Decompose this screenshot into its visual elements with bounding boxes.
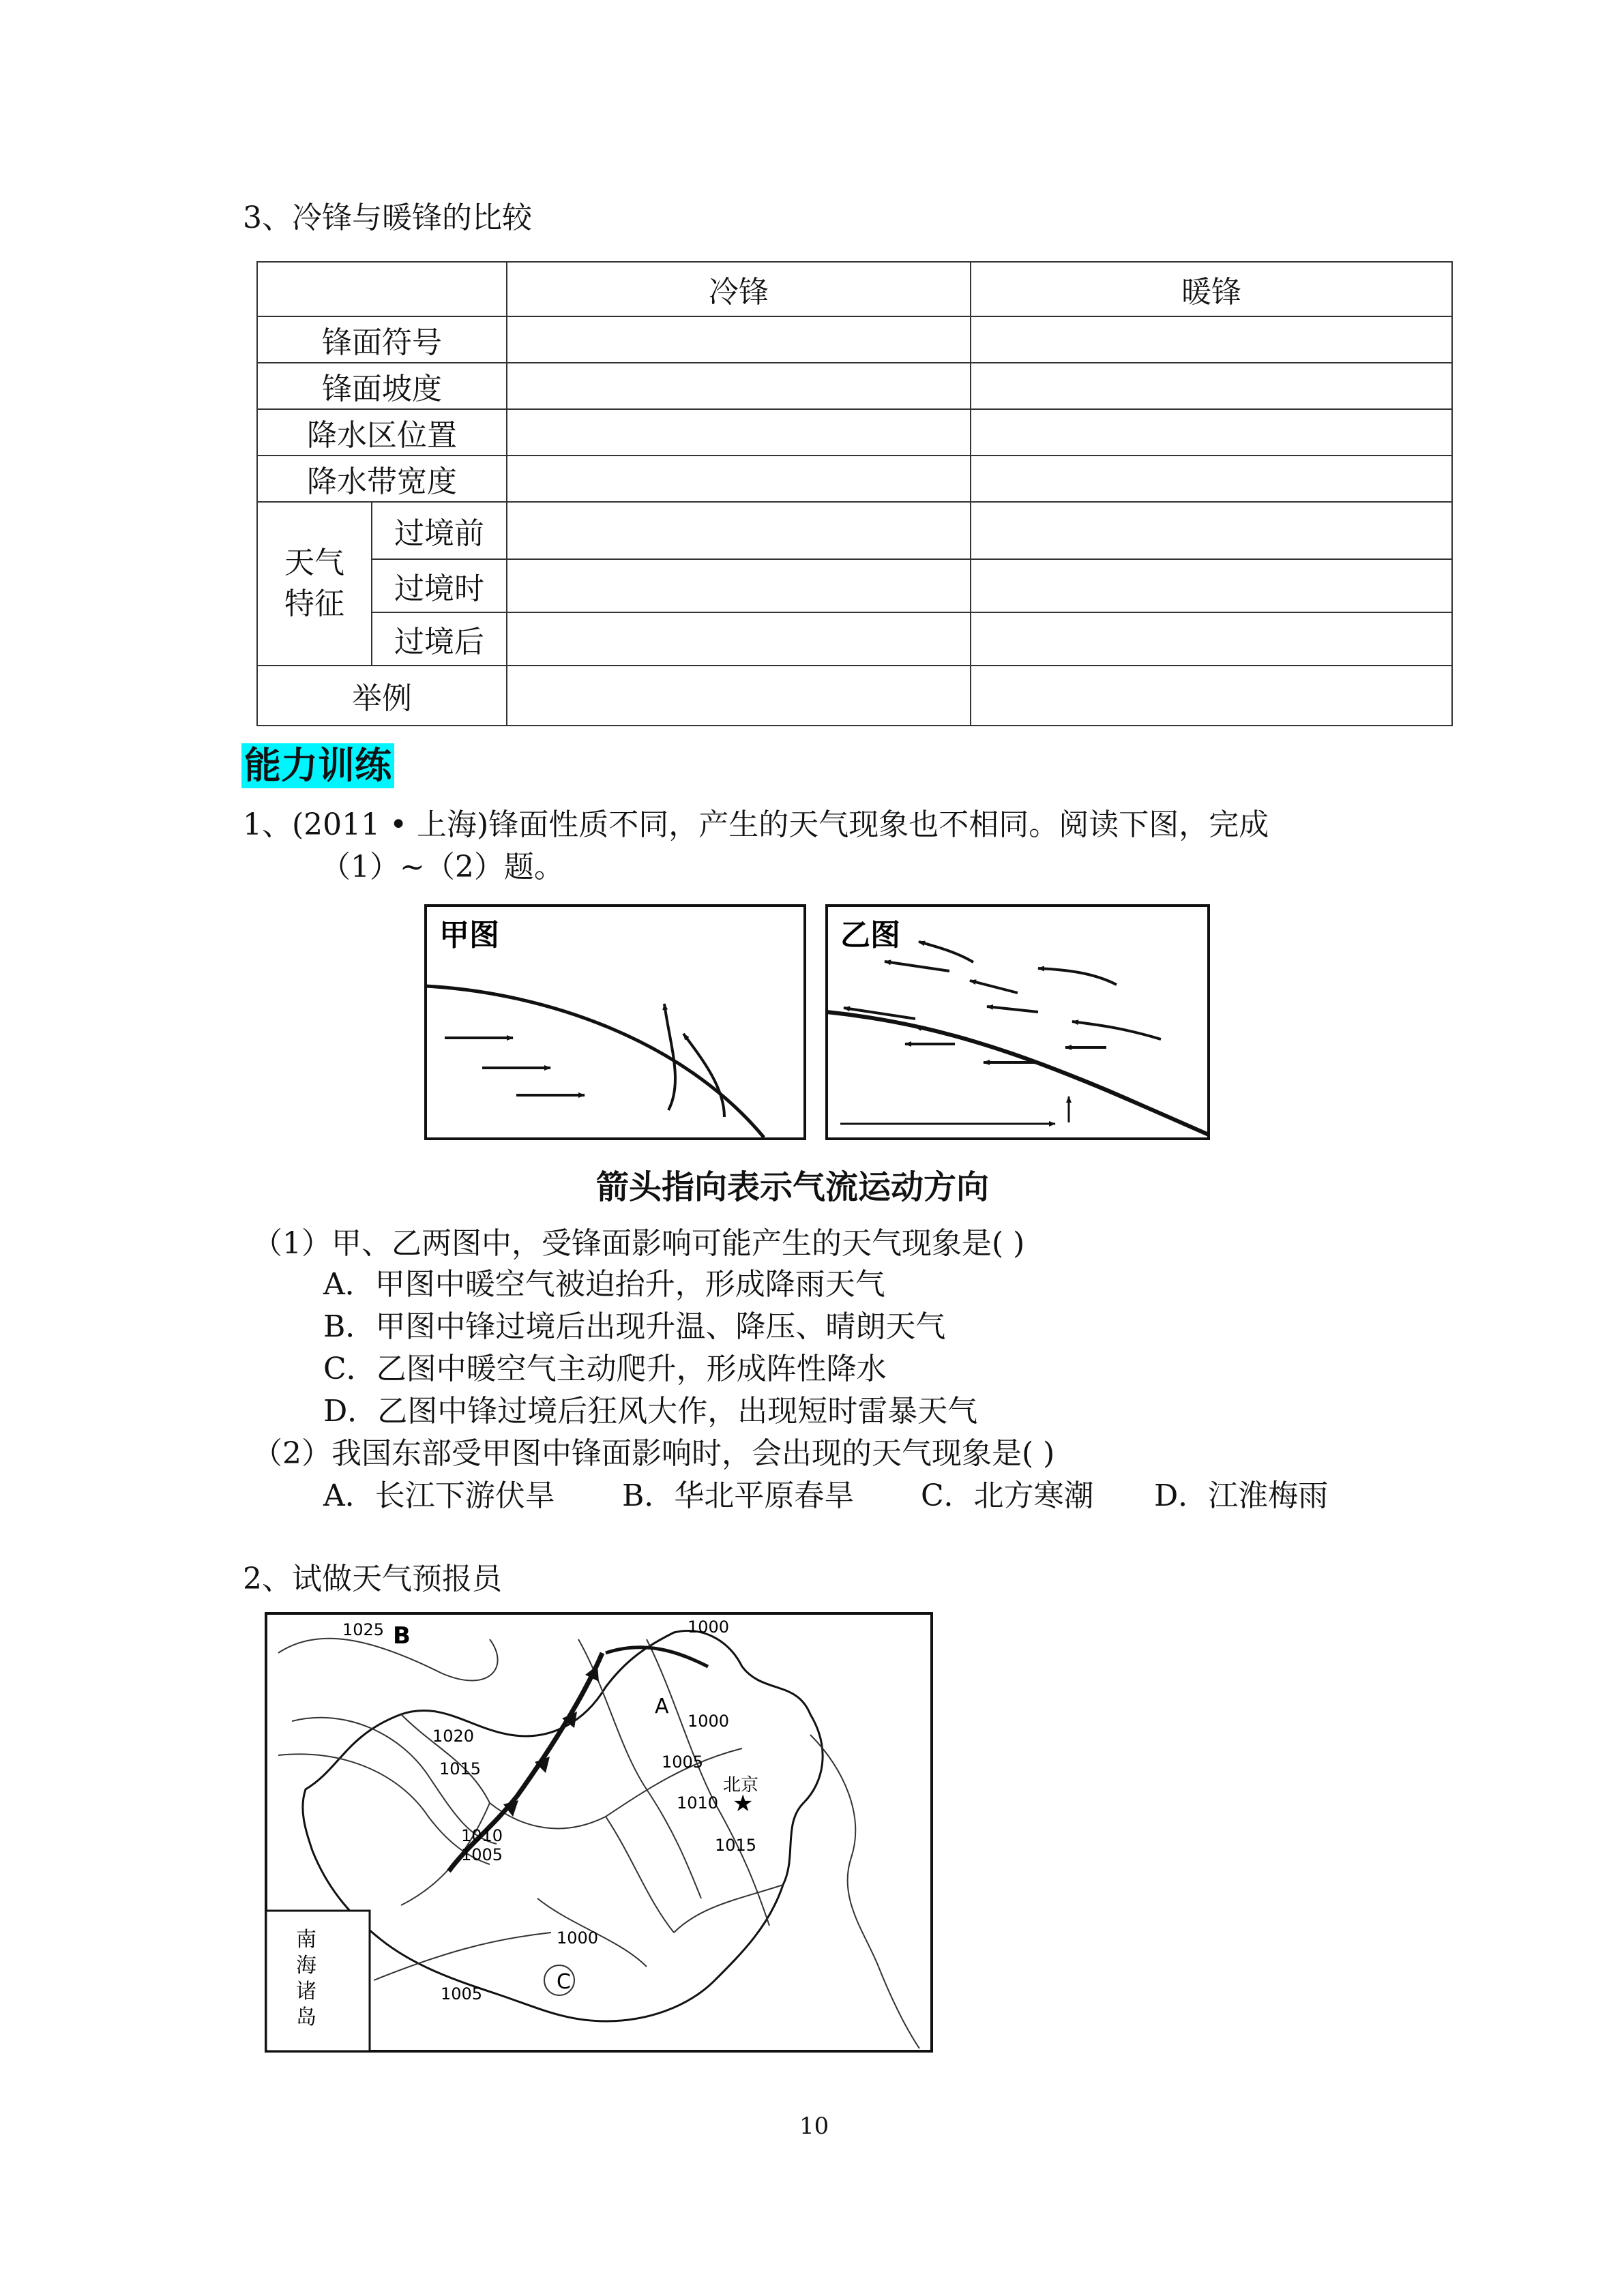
isobar-label: 1025: [342, 1620, 385, 1639]
table-cell[interactable]: [507, 316, 971, 363]
table-corner-cell: [257, 262, 507, 316]
isobar-label: 1010: [461, 1826, 503, 1845]
table-cell[interactable]: [971, 363, 1452, 409]
table-row: [257, 363, 1452, 409]
weather-group-line1: 天气: [284, 546, 344, 580]
q1-sub2-question: （2）我国东部受甲图中锋面影响时，会出现的天气现象是( ): [252, 1436, 1055, 1471]
table-cell[interactable]: [507, 409, 971, 456]
star-icon: ★: [733, 1790, 754, 1817]
isobar-label: 1000: [688, 1617, 730, 1637]
table-row: [257, 456, 1452, 502]
isobar-label: 1000: [557, 1928, 599, 1948]
weather-group-line2: 特征: [284, 586, 344, 621]
table-row: [257, 559, 1452, 612]
weather-group-label: [257, 502, 372, 666]
map-label-beijing: 北京: [723, 1775, 759, 1795]
table-cell[interactable]: [507, 612, 971, 666]
front-figure: [424, 904, 1215, 1150]
q1-sub1-question: （1）甲、乙两图中，受锋面影响可能产生的天气现象是( ): [252, 1226, 1025, 1261]
isobar-label: 1020: [432, 1727, 475, 1746]
inset-label: 海: [296, 1954, 316, 1978]
row-label: 锋面坡度: [257, 363, 507, 409]
isobar-label: 1000: [688, 1712, 730, 1731]
isobar-label: 1010: [677, 1793, 719, 1813]
table-row: [257, 502, 1452, 559]
isobar-label: 1005: [662, 1753, 704, 1772]
map-label-c: C: [557, 1970, 571, 1994]
map-label-b: B: [393, 1622, 411, 1650]
table-row: [257, 316, 1452, 363]
table-row: [257, 612, 1452, 666]
col-header-warm-front: 暖锋: [971, 262, 1452, 316]
isobar-label: 1015: [715, 1836, 757, 1855]
col-header-cold-front: 冷锋: [507, 262, 971, 316]
map-label-a: A: [655, 1695, 669, 1718]
table-cell[interactable]: [971, 612, 1452, 666]
table-row: [257, 666, 1452, 726]
q1-sub2-option-a[interactable]: A．长江下游伏旱: [323, 1478, 555, 1513]
table-cell[interactable]: [971, 409, 1452, 456]
inset-label: 南: [296, 1928, 316, 1952]
page-number: 10: [799, 2113, 829, 2140]
row-sublabel: 过境后: [372, 612, 507, 666]
row-sublabel: 过境时: [372, 559, 507, 612]
isobar-label: 1015: [439, 1759, 482, 1778]
q1-sub2-option-d[interactable]: D．江淮梅雨: [1154, 1478, 1329, 1513]
isobar-label: 1005: [461, 1845, 503, 1864]
row-sublabel: 过境前: [372, 502, 507, 559]
table-header-row: [257, 262, 1452, 316]
table-cell[interactable]: [507, 559, 971, 612]
q1-sub2-option-b[interactable]: B．华北平原春旱: [622, 1478, 855, 1513]
isobar-label: 1005: [441, 1984, 483, 2003]
comparison-table: [256, 261, 1453, 726]
q1-sub2-option-c[interactable]: C．北方寒潮: [921, 1478, 1094, 1513]
q1-sub1-option-d[interactable]: D．乙图中锋过境后狂风大作，出现短时雷暴天气: [323, 1394, 978, 1429]
weather-map: [265, 1612, 934, 2054]
row-label: 降水区位置: [257, 409, 507, 456]
inset-frame: [266, 1911, 370, 2051]
table-cell[interactable]: [971, 559, 1452, 612]
ability-heading: 能力训练: [241, 743, 394, 788]
table-cell[interactable]: [971, 456, 1452, 502]
table-cell[interactable]: [971, 502, 1452, 559]
q1-sub1-option-b[interactable]: B．甲图中锋过境后出现升温、降压、晴朗天气: [323, 1309, 946, 1344]
panel-jia-title: 甲图: [439, 918, 499, 953]
inset-label: 诸: [296, 1980, 316, 2003]
table-cell[interactable]: [971, 666, 1452, 726]
row-label: 举例: [257, 666, 507, 726]
table-cell[interactable]: [507, 502, 971, 559]
table-row: [257, 409, 1452, 456]
inset-label: 岛: [296, 2006, 316, 2029]
section-title: 3、冷锋与暖锋的比较: [243, 200, 532, 235]
q2-title: 2、试做天气预报员: [243, 1562, 502, 1596]
q1-sub1-option-a[interactable]: A．甲图中暖空气被迫抬升，形成降雨天气: [323, 1267, 885, 1302]
table-cell[interactable]: [971, 316, 1452, 363]
q1-stem-line2: （1）~（2）题。: [321, 850, 564, 884]
table-cell[interactable]: [507, 456, 971, 502]
q1-stem-line1: 1、(2011 • 上海)锋面性质不同，产生的天气现象也不相同。阅读下图，完成: [243, 807, 1269, 842]
table-cell[interactable]: [507, 666, 971, 726]
row-label: 锋面符号: [257, 316, 507, 363]
figure-caption: 箭头指向表示气流运动方向: [596, 1168, 990, 1206]
q1-sub1-option-c[interactable]: C．乙图中暖空气主动爬升，形成阵性降水: [323, 1352, 887, 1386]
table-cell[interactable]: [507, 363, 971, 409]
panel-yi-title: 乙图: [840, 918, 900, 953]
row-label: 降水带宽度: [257, 456, 507, 502]
